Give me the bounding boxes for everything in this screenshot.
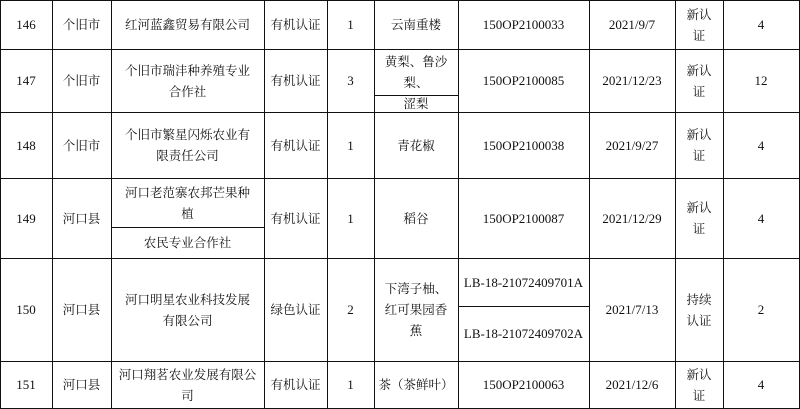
row-number: 147 (16, 73, 36, 88)
cert-number: 150OP2100033 (482, 17, 565, 32)
county: 河口县 (62, 210, 101, 226)
product: 黄梨、鲁沙梨、 (384, 54, 448, 90)
cert-type: 绿色认证 (270, 302, 321, 317)
cert-number: 150OP2100038 (482, 137, 565, 153)
row-number: 150 (16, 302, 36, 317)
product-count: 1 (347, 210, 354, 226)
company-name-part: 农民专业合作社 (143, 235, 232, 250)
quantity: 4 (757, 17, 765, 32)
product: 云南重楼 (390, 17, 441, 32)
county: 个旧市 (62, 137, 101, 153)
quantity: 4 (757, 377, 765, 392)
cert-date: 2021/9/7 (608, 17, 656, 32)
cert-status: 新认证 (686, 200, 712, 236)
quantity: 4 (757, 137, 765, 153)
cert-date: 2021/7/13 (605, 302, 659, 317)
product: 茶（茶鲜叶） (378, 377, 454, 392)
cert-status: 持续认证 (686, 291, 712, 328)
cert-date: 2021/9/27 (605, 137, 659, 153)
cert-number: 150OP2100085 (482, 73, 565, 88)
company-name: 红河蓝鑫贸易有限公司 (124, 17, 250, 32)
product-count: 2 (347, 302, 354, 317)
row-number: 146 (16, 17, 36, 32)
cert-date: 2021/12/23 (602, 73, 662, 88)
company-name: 个旧市瑞沣种养殖专业合作社 (124, 62, 250, 99)
product: 下湾子柚、红可果园香蕉 (384, 281, 448, 338)
row-number: 149 (16, 210, 36, 226)
county: 河口县 (62, 302, 101, 317)
product-count: 1 (347, 377, 354, 392)
product: 青花椒 (397, 137, 435, 153)
county: 个旧市 (62, 17, 101, 32)
product-count: 1 (347, 137, 354, 153)
row-number: 148 (16, 137, 36, 153)
cert-type: 有机认证 (270, 17, 321, 32)
quantity: 4 (757, 210, 765, 226)
county: 河口县 (62, 377, 101, 392)
cert-type: 有机认证 (270, 137, 321, 153)
cert-number: LB-18-21072409702A (463, 326, 584, 341)
county: 个旧市 (62, 73, 101, 88)
company-name: 个旧市繁星闪烁农业有限责任公司 (124, 127, 250, 163)
cert-status: 新认证 (686, 127, 712, 163)
cert-status: 新认证 (686, 62, 712, 99)
cert-number: LB-18-21072409701A (463, 274, 584, 290)
cert-type: 有机认证 (270, 73, 321, 88)
company-name: 河口翔茗农业发展有限公司 (118, 366, 257, 403)
cert-number: 150OP2100087 (482, 210, 565, 226)
cert-date: 2021/12/6 (605, 377, 659, 392)
quantity: 2 (757, 302, 765, 317)
cert-number: 150OP2100063 (482, 377, 565, 392)
company-name-part: 河口老范寨农邦芒果种植 (124, 184, 250, 221)
product-count: 1 (347, 17, 354, 32)
cert-status: 新认证 (686, 366, 712, 403)
row-number: 151 (16, 377, 36, 392)
product-count: 3 (347, 73, 354, 88)
cert-type: 有机认证 (270, 377, 321, 392)
company-name: 河口明星农业科技发展有限公司 (124, 291, 250, 328)
product: 涩梨 (403, 96, 429, 111)
cert-status: 新认证 (686, 6, 712, 43)
cert-type: 有机认证 (270, 210, 321, 226)
quantity: 12 (754, 73, 768, 88)
cert-date: 2021/12/29 (602, 210, 662, 226)
product: 稻谷 (403, 210, 429, 226)
